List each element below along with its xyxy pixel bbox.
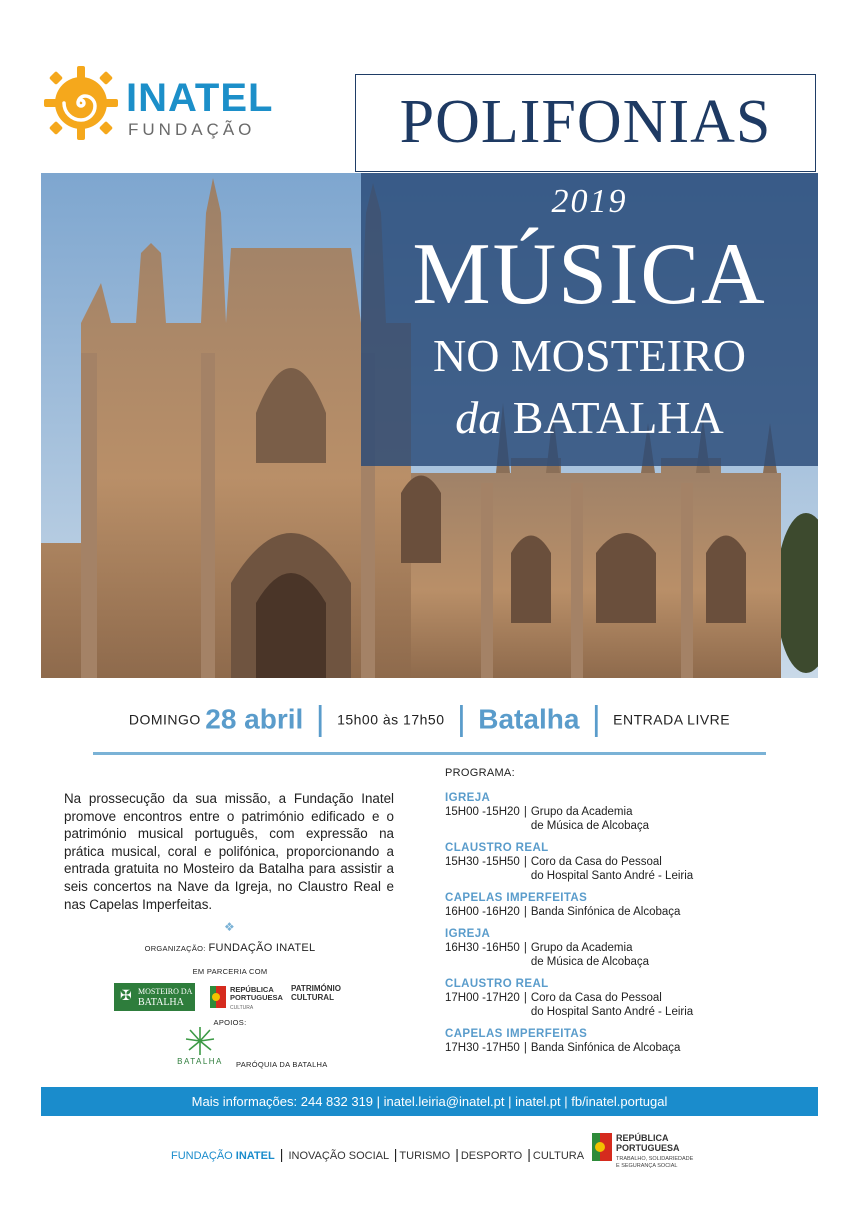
programme-performer: Grupo da Academia de Música de Alcobaça [530, 942, 650, 968]
programme-performer: Coro da Casa do Pessoal do Hospital Santo André - Leiria [530, 856, 694, 882]
divider: | [456, 700, 466, 738]
batalha-town-logo [174, 1025, 226, 1071]
programme-time: 16H30 -16H50 [445, 942, 520, 954]
programme-row: 15H30 -15H50 | Coro da Casa do Pessoal do Hospital Santo André - Leiria [445, 856, 694, 882]
government-logo [592, 1133, 702, 1175]
separator-rule [93, 752, 766, 755]
mosteiro-logo-line2: BATALHA [138, 997, 184, 1008]
programme-row: 15H00 -15H20 | Grupo da Academia de Música de Alcobaça [445, 806, 650, 832]
programme-venue: CLAUSTRO REAL [445, 842, 549, 854]
tagline-item: TURISMO [399, 1150, 451, 1162]
programme-venue: IGREJA [445, 928, 491, 940]
partnership-label: EM PARCERIA COM [192, 967, 268, 976]
programme-performer: Coro da Casa do Pessoal do Hospital Santo André - Leiria [530, 992, 694, 1018]
hero-title-panel [361, 173, 818, 466]
tagline-fundacao: FUNDAÇÃO [171, 1150, 233, 1162]
portugal-flag-icon [592, 1133, 612, 1161]
programme-item [445, 1027, 775, 1055]
programme-venue: CLAUSTRO REAL [445, 978, 549, 990]
contact-bar: Mais informações: 244 832 319 | inatel.leiria@inatel.pt | inatel.pt | fb/inatel.portugal [41, 1087, 818, 1116]
hero-title-line3 [361, 392, 818, 443]
gov-logo-sub: TRABALHO, SOLIDARIEDADE E SEGURANÇA SOCIAL [616, 1156, 694, 1169]
programme-item [445, 841, 775, 883]
programme-list [445, 791, 775, 1055]
programme-item [445, 977, 775, 1019]
title-box [355, 74, 816, 172]
mosteiro-batalha-logo [114, 983, 195, 1011]
sun-spiral-icon [40, 62, 122, 144]
hero-title-da: da [455, 392, 502, 443]
programme-row: 16H30 -16H50 | Grupo da Academia de Música de Alcobaça [445, 942, 650, 968]
tree-icon [174, 1025, 226, 1057]
programme-performer: Banda Sinfónica de Alcobaça [530, 906, 681, 918]
tagline-item: CULTURA [532, 1150, 585, 1162]
programme-row: 17H30 -17H50 | Banda Sinfónica de Alcobaça [445, 1042, 681, 1054]
inatel-logo [40, 62, 300, 144]
programme-performer: Banda Sinfónica de Alcobaça [530, 1042, 681, 1054]
intro-paragraph: Na prossecução da sua missão, a Fundação Inatel promove encontros entre o património edificado e o património musical português, com expressão na prática musical, coral e polifónica, proporcionando a entrada gratuita no Mosteiro da Batalha para assistir a seis concertos na Nave da Igreja, no Claustro Real e nas Capelas Imperfeitas. [64, 791, 394, 912]
logo-name: INATEL [126, 76, 274, 120]
patrimonio-cultural-logo: PATRIMÓNIO CULTURAL [291, 984, 341, 1002]
event-day: DOMINGO [128, 711, 201, 728]
programme-row: 16H00 -16H20 | Banda Sinfónica de Alcobaça [445, 906, 681, 918]
programme [445, 767, 775, 1063]
programme-venue: CAPELAS IMPERFEITAS [445, 1028, 588, 1040]
programme-time: 15H00 -15H20 [445, 806, 520, 818]
programme-venue: IGREJA [445, 792, 491, 804]
page-title: POLIFONIAS [399, 88, 772, 156]
hero-title-line2: NO MOSTEIRO [432, 330, 747, 381]
hero-title-line1: MÚSICA [412, 226, 767, 323]
hero-photo [41, 173, 818, 678]
programme-performer: Grupo da Academia de Música de Alcobaça [530, 806, 650, 832]
portugal-flag-icon [210, 986, 226, 1008]
organization-label: ORGANIZAÇÃO: [144, 944, 206, 953]
cross-icon: ✠ [120, 989, 132, 1004]
programme-time: 15H30 -15H50 [445, 856, 520, 868]
tagline-item: INOVAÇÃO SOCIAL [288, 1150, 389, 1162]
mosteiro-logo-line1: MOSTEIRO DA [138, 987, 193, 996]
programme-row: 17H00 -17H20 | Coro da Casa do Pessoal do Hospital Santo André - Leiria [445, 992, 694, 1018]
logo-subtitle: FUNDAÇÃO [128, 120, 256, 139]
programme-time: 17H30 -17H50 [445, 1042, 520, 1054]
event-date: 28 abril [205, 703, 304, 735]
tagline-inatel: INATEL [235, 1150, 275, 1162]
inatel-tagline: FUNDAÇÃO INATEL | INOVAÇÃO SOCIAL | TURISMO | DESPORTO | CULTURA [171, 1146, 585, 1162]
event-place: Batalha [478, 703, 580, 735]
divider: | [591, 700, 601, 738]
paroquia-credit: PARÓQUIA DA BATALHA [236, 1060, 328, 1069]
organization-name: FUNDAÇÃO INATEL [208, 942, 316, 954]
programme-item [445, 927, 775, 969]
programme-title: PROGRAMA: [445, 767, 515, 779]
event-entry: ENTRADA LIVRE [613, 711, 731, 728]
batalha-town-name: BATALHA [177, 1057, 223, 1066]
programme-time: 16H00 -16H20 [445, 906, 520, 918]
programme-venue: CAPELAS IMPERFEITAS [445, 892, 588, 904]
programme-item [445, 791, 775, 833]
republica-logo-text: REPÚBLICA PORTUGUESA [230, 985, 283, 1002]
tagline-item: DESPORTO [460, 1150, 523, 1162]
hero-title-batalha: BATALHA [512, 392, 724, 443]
programme-time: 17H00 -17H20 [445, 992, 520, 1004]
support-label: APOIOS: [213, 1018, 247, 1027]
republica-logo-sub: CULTURA [230, 1005, 254, 1011]
programme-item [445, 891, 775, 919]
republica-cultura-logo [210, 985, 283, 1011]
organization-credit [60, 942, 400, 954]
gov-logo-text: REPÚBLICA PORTUGUESA [616, 1133, 680, 1153]
hero-year: 2019 [551, 183, 628, 220]
divider: | [315, 700, 325, 738]
diamond-ornament-icon: ❖ [224, 920, 235, 934]
event-time: 15h00 às 17h50 [337, 711, 445, 728]
event-info-line [41, 700, 818, 740]
